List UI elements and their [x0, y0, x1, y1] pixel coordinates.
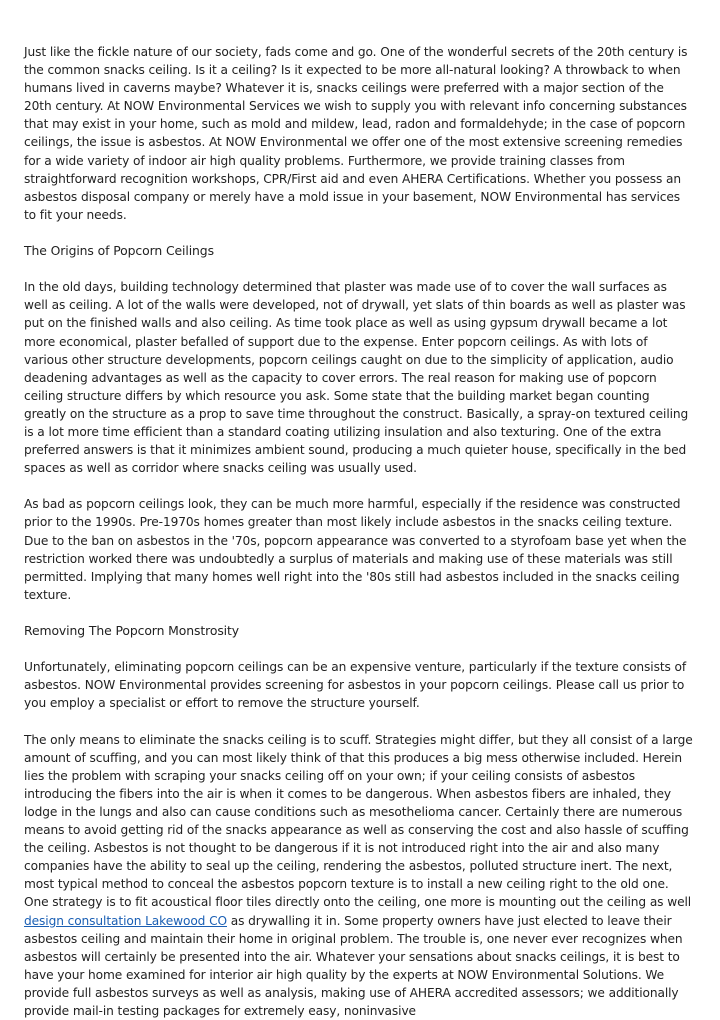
- section-heading-origins: The Origins of Popcorn Ceilings: [24, 243, 214, 259]
- scraping-text-before-link: The only means to eliminate the snacks ceiling is to scuff. Strategies might differ, but they all consist of a large amount of scuffing, and you can most likely think of that this produces a big mess otherwise included. Herein lies the problem with scraping your snacks ceiling off on your own; if your ceiling consists of asbestos introducing the fibers into the air is when it comes to be dangerous. When asbestos fibers are inhaled, they lodge in the lungs and also can cause conditions such as mesothelioma cancer. Certainly there are numerous means to avoid getting rid of the snacks appearance as well as conserving the cost and also hassle of scuffing the ceiling. Asbestos is not thought to be dangerous if it is not introduced right into the air and also many companies have the ability to seal up the ceiling, rendering the asbestos, polluted structure inert. The next, most typical method to conceal the asbestos popcorn texture is to install a new ceiling right to the old one. One strategy is to fit acoustical floor tiles directly onto the ceiling, one more is mounting out the ceiling as well: [24, 732, 693, 910]
- origins-paragraph: In the old days, building technology determined that plaster was made use of to cover the wall surfaces as well as ceiling. A lot of the walls were developed, not of drywall, yet slats of thin boards as well as plaster was put on the finished walls and also ceiling. As time took place as well as using gypsum drywall became a lot more economical, plaster befalled of support due to the expense. Enter popcorn ceilings. As with lots of various other structure developments, popcorn ceilings caught on due to the simplicity of application, audio deadening advantages as well as the capacity to cover errors. The real reason for making use of popcorn ceiling structure differs by which resource you ask. Some state that the building market began counting greatly on the structure as a prop to save time throughout the construct. Basically, a spray-on textured ceiling is a lot more time efficient than a standard coating utilizing insulation and also texturing. One of the extra preferred answers is that it minimizes ambient sound, producing a much quieter house, specifically in the bed spaces as well as corridor where snacks ceiling was usually used.: [24, 280, 689, 476]
- paragraph-gap: [24, 260, 694, 278]
- removal-cost-paragraph: Unfortunately, eliminating popcorn ceilings can be an expensive venture, particularly if the texture consists of asbestos. NOW Environmental provides screening for asbestos in your popcorn ceilings. Please call us prior to you employ a specialist or effort to remove the structure yourself.: [24, 660, 687, 711]
- paragraph-gap: [24, 640, 694, 658]
- paragraph-gap: [24, 712, 694, 730]
- paragraph-gap: [24, 477, 694, 495]
- harmful-paragraph: As bad as popcorn ceilings look, they can be much more harmful, especially if the residence was constructed prior to the 1990s. Pre-1970s homes greater than most likely include asbestos in the snacks ceiling texture. Due to the ban on asbestos in the '70s, popcorn appearance was converted to a styrofoam base yet when the restriction worked there was undoubtedly a surplus of materials and making use of these materials was still permitted. Implying that many homes well right into the '80s still had asbestos included in the snacks ceiling texture.: [24, 497, 687, 602]
- section-heading-removing: Removing The Popcorn Monstrosity: [24, 623, 240, 638]
- paragraph-gap: [24, 224, 694, 242]
- design-consultation-link[interactable]: design consultation Lakewood CO: [24, 913, 227, 928]
- scraping-text-after-link: as drywalling it in. Some property owners have just elected to leave their asbestos ceiling and maintain their home in original problem. The trouble is, one never ever recognizes when asbestos will certainly be presented into the air. Whatever your sensations about snacks ceilings, it is best to have your home examined for interior air high quality by the experts at NOW Environmental Solutions. We provide full asbestos surveys as well as analysis, making use of AHERA accredited assessors; we additionally provide mail-in testing packages for extremely easy, noninvasive: [24, 913, 683, 1018]
- scraping-paragraph: [24, 731, 694, 1020]
- paragraph-gap: [24, 604, 694, 622]
- intro-paragraph: Just like the fickle nature of our society, fads come and go. One of the wonderful secrets of the 20th century is the common snacks ceiling. Is it a ceiling? Is it expected to be more all-natural looking? A throwback to when humans lived in caverns maybe? Whatever it is, snacks ceilings were preferred with a major section of the 20th century. At NOW Environmental Services we wish to supply you with relevant info concerning substances that may exist in your home, such as mold and mildew, lead, radon and formaldehyde; in the case of popcorn ceilings, the issue is asbestos. At NOW Environmental we offer one of the most extensive screening remedies for a wide variety of indoor air high quality problems. Furthermore, we provide training classes from straightforward recognition workshops, CPR/First aid and even AHERA Certifications. Whether you possess an asbestos disposal company or merely have a mold issue in your basement, NOW Environmental has services to fit your needs.: [24, 45, 688, 222]
